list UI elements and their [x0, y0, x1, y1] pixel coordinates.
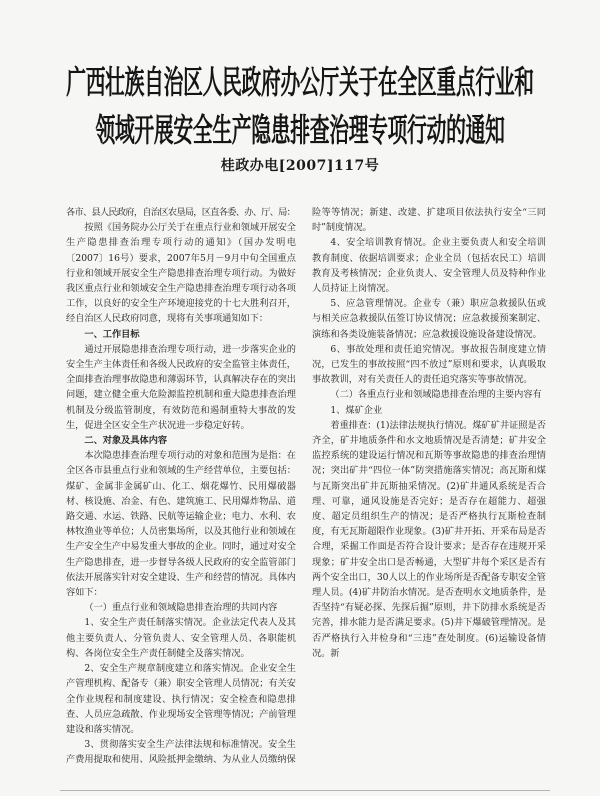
title-line-2 — [0, 110, 600, 150]
list-item-4: 4、安全培训教育情况。企业主要负责人和安全培训教育制度、依据培训要求；企业全员（包括农民工）培训教育及考核情况；企业负责人、安全管理人员及特种作业人员持证上岗情况。 — [312, 237, 546, 295]
title-text-2: 领域开展安全生产隐患排查治理专项行动的通知 — [95, 110, 505, 150]
list-item-3-continued: 险等等情况；新建、改建、扩建项目依法执行安全“三同时”制度情况。 — [312, 207, 546, 234]
left-column — [66, 205, 296, 785]
list-item-3: 3、贯彻落实安全生产法律法规和标准情况。安全生产费用提取和使用、风险抵押金缴纳、为从业人员缴纳保 — [66, 739, 296, 766]
document-number: 桂政办电[2007]117号 — [220, 158, 380, 174]
subsection-heading-specific: （二）各重点行业和领域隐患排查治理的主要内容有 — [330, 389, 542, 401]
footer-divider — [60, 790, 550, 791]
list-item-2: 2、安全生产规章制度建立和落实情况。企业安全生产管理机构、配备专（兼）职安全管理人员情况；有关安全作业规程和制度建设、执行情况；安全检查和隐患排查、人员应急疏散、作业现场安全管理等情况；产前管理建设和落实情况。 — [66, 663, 296, 735]
list-item-5: 5、应急管理情况。企业专（兼）职应急救援队伍或与相关应急救援队伍签订协议情况；应急救援预案制定、演练和各类设施装备情况；应急救援设施设备建设情况。 — [312, 298, 546, 340]
salutation: 各市、县人民政府，自治区农垦局，区直各委、办、厅、局： — [66, 207, 296, 218]
list-item-1: 1、安全生产责任制落实情况。企业法定代表人及其他主要负责人、分管负责人、安全管理人员、各职能机构、各岗位安全生产责任制健全及落实情况。 — [66, 617, 296, 659]
title-text-1: 广西壮族自治区人民政府办公厅关于在全区重点行业和 — [66, 62, 534, 102]
coal-mine-heading: 1、煤矿企业 — [330, 404, 383, 416]
coal-mine-paragraph: 着重排查：(1)法律法规执行情况。煤矿矿井证照是否齐全，矿井地质条件和水文地质情况是否清楚；矿井安全监控系统的建设运行情况和瓦斯等事故隐患的排查治理情况；突出矿井“四位一体”防突措施落实情况；高瓦斯和煤与瓦斯突出矿井瓦斯抽采情况。(2)矿井通风系统是否合理、可靠，通风设施是否完好；是否存在超能力、超强度、超定员组织生产的情况；是否严格执行瓦斯检查制度，有无瓦斯超限作业现象。(3)矿井开拓、开采布局是否合理，采掘工作面是否符合设计要求；是否存在违规开采现象；矿井安全出口是否畅通，大型矿井每个采区是否有两个安全出口，30人以上的作业场所是否配备专职安全管理人员。(4)矿井防治水情况。是否查明水文地质条件，是否坚持“有疑必探、先探后掘”原则，井下防排水系统是否完善，排水能力是否满足要求。(5)井下爆破管理情况。是否严格执行入井检身和“三违”查处制度。(6)运输设备情况。新 — [312, 419, 546, 659]
goals-paragraph: 通过开展隐患排查治理专项行动，进一步落实企业的安全生产主体责任和各级人民政府的安全监管主体责任，全面排查治理事故隐患和薄弱环节，认真解决存在的突出问题，建立健全重大危险源监控机制和重大隐患排查治理机制及分级监管制度，有效防范和遏制重特大事故的发生，促进全区安全生产状况进一步稳定好转。 — [66, 343, 296, 431]
section-heading-scope: 二、对象及具体内容 — [84, 435, 168, 447]
subsection-heading-common: （一）重点行业和领域隐患排查治理的共同内容 — [84, 602, 278, 614]
right-column — [312, 205, 546, 785]
list-item-6: 6、事故处理和责任追究情况。事故报告制度建立情况，已发生的事故按照“四不放过”原则和要求，认真吸取事故教训，对有关责任人的责任追究落实等事故情况。 — [312, 343, 546, 386]
intro-paragraph: 按照《国务院办公厅关于在重点行业和领域开展安全生产隐患排查治理专项行动的通知》（国办发明电〔2007〕16号）要求，2007年5月－9月中旬全国重点行业和领域开展安全生产隐患排查治理专项行动。为做好我区重点行业和领域安全生产隐患排查治理专项行动各项工作，以良好的安全生产环境迎接党的十七大胜利召开，经自治区人民政府同意，现将有关事项通知如下： — [66, 222, 296, 325]
section-heading-goals: 一、工作目标 — [84, 328, 140, 340]
title-line-1 — [0, 62, 600, 102]
scope-paragraph: 本次隐患排查治理专项行动的对象和范围为是指：在全区各市县重点行业和领域的生产经营单位，主要包括：煤矿、金属非金属矿山、化工、烟花爆竹、民用爆破器材、核设施、冶金、有色、建筑施工、民用爆炸物品、道路交通、水运、铁路、民航等运输企业；电力、水利、农林牧渔业等单位；人员密集场所，以及其他行业和领域在生产安全生产中易发重大事故的企业。同时，通过对安全生产隐患排查，进一步督导各级人民政府的安全监管部门依法开展落实针对安全建设、生产和经营的情况。具体内容如下： — [66, 450, 296, 599]
